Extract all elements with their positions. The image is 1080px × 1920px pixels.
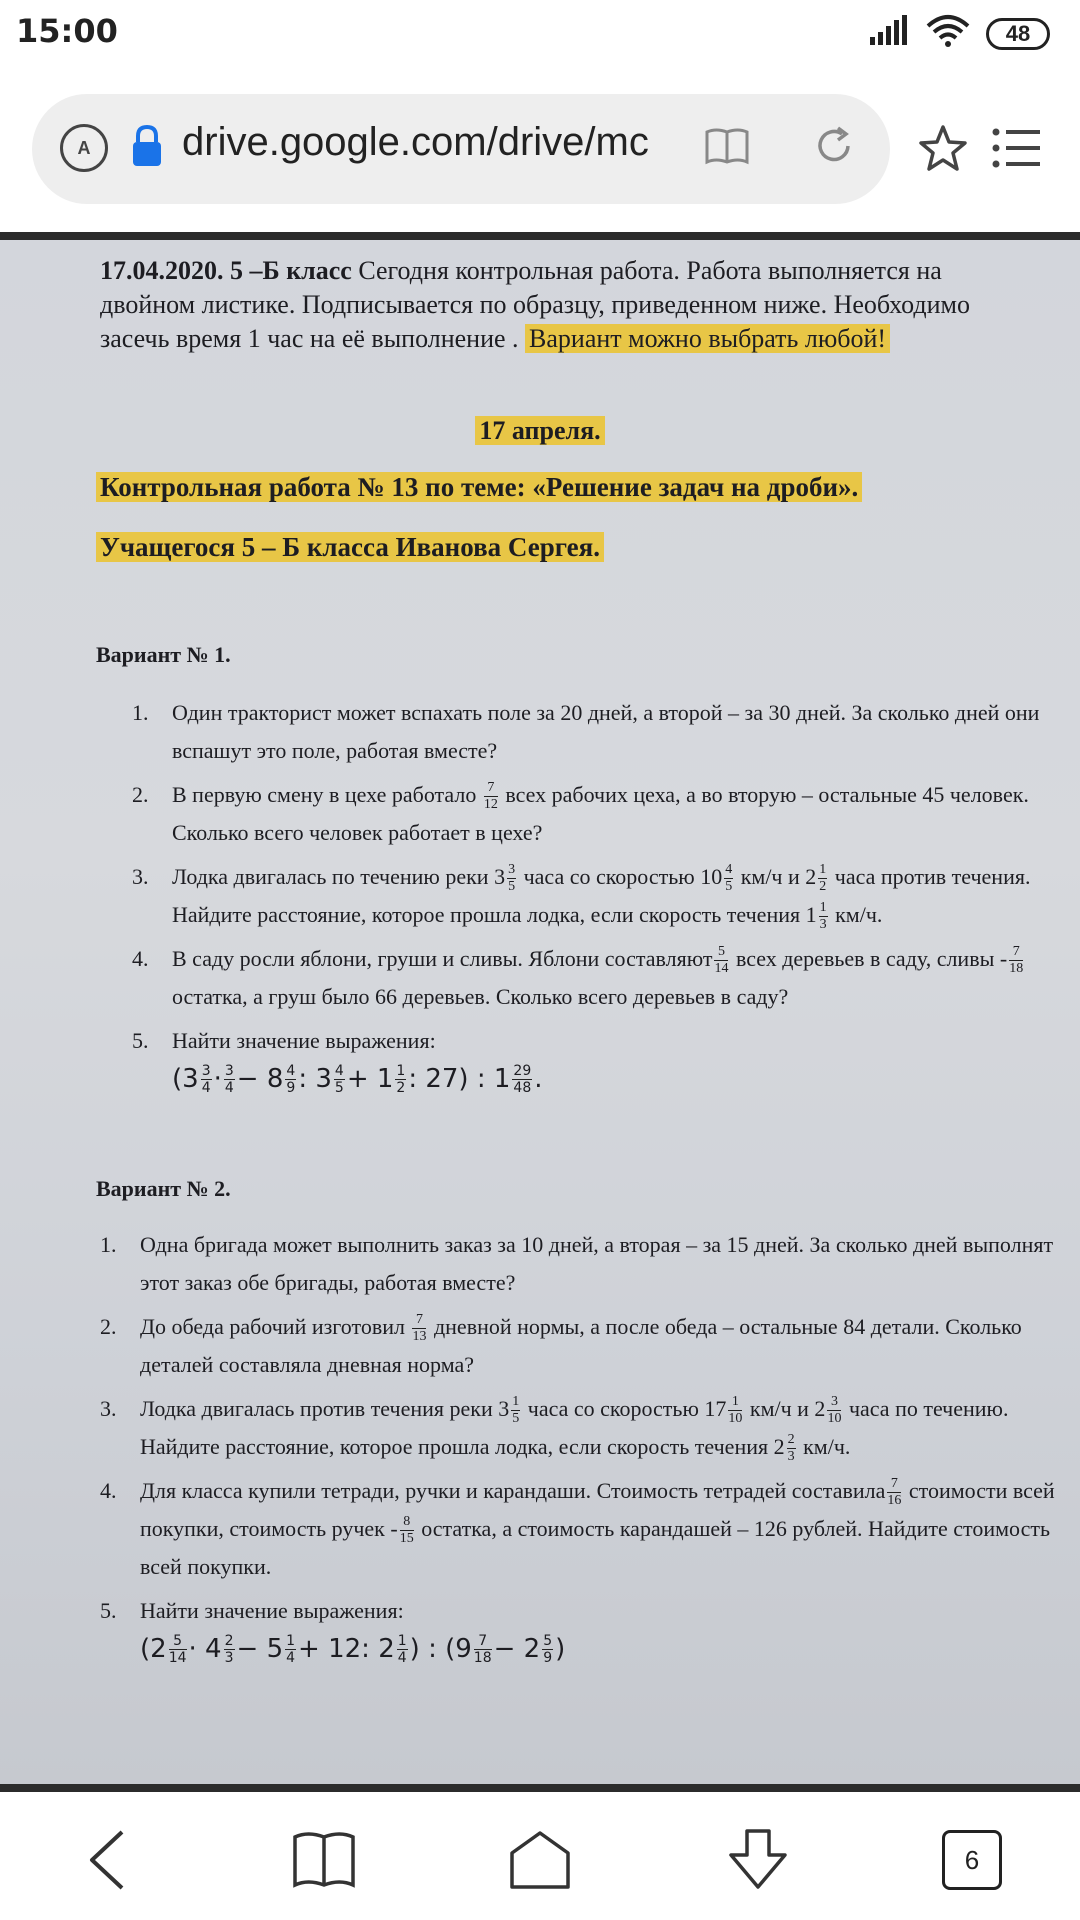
fraction: $\frac{5}{14}$ xyxy=(714,944,729,977)
expression-2: (2 $\frac{5}{14}$ · 4 $\frac{2}{3}$ − 5 $\frac{1}{4}$ + 12: 2 $\frac{1}{4}$ ) : (9 $\frac{7}{18}$ − 2 $\frac{5}{9}$ ) xyxy=(140,1632,566,1666)
list-item: 2. До обеда рабочий изготовил $\frac{7}{13}$ дневной нормы, а после обеда – остальные 84 детали. Сколько деталей составляла дневная норма? xyxy=(100,1312,1022,1377)
address-bar[interactable] xyxy=(32,94,890,204)
variant2-heading: Вариант № 2. xyxy=(96,1176,231,1201)
download-icon[interactable] xyxy=(708,1820,808,1900)
list-item: 4. Для класса купили тетради, ручки и карандаши. Стоимость тетрадей составила $\frac{7}{16}$ стоимости всей покупки, стоимость ручек - $\frac{8}{15}$ остатка, а стоимость карандашей – 126 рублей. Найдите стоимость всей покупки. xyxy=(100,1476,1055,1579)
date-heading: 17 апреля. xyxy=(0,416,1080,446)
fraction: $\frac{1}{2}$ xyxy=(819,862,827,895)
fraction: $\frac{7}{16}$ xyxy=(887,1476,902,1509)
star-icon[interactable] xyxy=(918,124,968,177)
reload-icon[interactable] xyxy=(812,124,856,173)
list-item: 3. Лодка двигалась по течению реки 3 $\frac{3}{5}$ часа со скоростью 10 $\frac{4}{5}$ км/ч и 2 $\frac{1}{2}$ часа против течения. Найдите расстояние, которое прошла лодка, если скорость течения 1 $\frac{1}{3}$ км/ч. xyxy=(132,862,1031,933)
fraction: $\frac{3}{5}$ xyxy=(508,862,516,895)
student-line: Учащегося 5 – Б класса Иванова Сергея. xyxy=(96,532,604,563)
expression-1: (3 $\frac{3}{4}$ · $\frac{3}{4}$ − 8 $\frac{4}{9}$ : 3 $\frac{4}{5}$ + 1 $\frac{1}{2}$ : 27) : 1 $\frac{29}{48}$ . xyxy=(172,1062,543,1096)
status-time: 15:00 xyxy=(16,12,118,50)
wifi-icon xyxy=(926,14,970,53)
list-item: 1. Один тракторист может вспахать поле за 20 дней, а второй – за 30 дней. За сколько дней они вспашут это поле, работая вместе? xyxy=(132,700,1040,763)
url-text[interactable]: drive.google.com/drive/mc xyxy=(182,120,649,164)
menu-icon[interactable] xyxy=(992,126,1042,175)
intro-text: Сегодня контрольная работа. Работа выполняется на двойном листике. Подписывается по образцу, приведенном ниже. Необходимо засечь время 1 час на её выполнение . xyxy=(100,256,970,353)
intro-highlight: Вариант можно выбрать любой! xyxy=(525,324,890,353)
fraction: $\frac{8}{15}$ xyxy=(399,1514,414,1547)
list-item: 4. В саду росли яблони, груши и сливы. Яблони составляют $\frac{5}{14}$ всех деревьев в саду, сливы - $\frac{7}{18}$ остатка, а груш было 66 деревьев. Сколько всего деревьев в саду? xyxy=(132,944,1024,1009)
list-item: 2. В первую смену в цехе работало $\frac{7}{12}$ всех рабочих цеха, а во вторую – остальные 45 человек. Сколько всего человек работает в цехе? xyxy=(132,780,1029,845)
list-item: 1. Одна бригада может выполнить заказ за 10 дней, а вторая – за 15 дней. За сколько дней выполнят этот заказ обе бригады, работая вместе? xyxy=(100,1232,1054,1295)
reader-mode-icon[interactable] xyxy=(704,126,750,171)
adblock-icon[interactable]: A xyxy=(60,124,108,172)
fraction: $\frac{1}{10}$ xyxy=(728,1394,743,1427)
tab-count[interactable]: 6 xyxy=(942,1830,1002,1890)
tabs-button[interactable] xyxy=(922,1820,1022,1900)
list-item: 5. Найти значение выражения: (3 $\frac{3}{4}$ · $\frac{3}{4}$ − 8 $\frac{4}{9}$ : 3 $\frac{4}{5}$ + 1 $\frac{1}{2}$ : 27) : 1 $\frac{29}{48}$ . xyxy=(132,1022,1052,1099)
intro-date: 17.04.2020. 5 –Б класс xyxy=(100,256,352,285)
fraction: $\frac{7}{18}$ xyxy=(1009,944,1024,977)
fraction: $\frac{2}{3}$ xyxy=(787,1432,795,1465)
lock-icon[interactable] xyxy=(130,124,164,173)
bookmarks-icon[interactable] xyxy=(274,1820,374,1900)
signal-icon xyxy=(868,15,910,52)
status-bar xyxy=(0,0,1080,70)
fraction: $\frac{4}{5}$ xyxy=(725,862,733,895)
intro-paragraph xyxy=(100,254,1040,356)
variant1-heading: Вариант № 1. xyxy=(96,642,231,667)
fraction: $\frac{3}{10}$ xyxy=(827,1394,842,1427)
home-icon[interactable] xyxy=(490,1820,590,1900)
bottom-nav xyxy=(0,1800,1080,1920)
work-title: Контрольная работа № 13 по теме: «Решение задач на дроби». xyxy=(96,472,862,503)
battery-icon: 48 xyxy=(986,18,1050,50)
variant1-tasks xyxy=(132,694,1052,1105)
document-viewer[interactable] xyxy=(0,232,1080,1792)
variant2-tasks xyxy=(100,1226,1060,1675)
document-page xyxy=(0,240,1080,1784)
fraction: $\frac{1}{3}$ xyxy=(819,900,827,933)
back-icon[interactable] xyxy=(56,1820,156,1900)
list-item: 3. Лодка двигалась против течения реки 3 $\frac{1}{5}$ часа со скоростью 17 $\frac{1}{10}$ км/ч и 2 $\frac{3}{10}$ часа по течению. Найдите расстояние, которое прошла лодка, если скорость течения 2 $\frac{2}{3}$ км/ч. xyxy=(100,1394,1009,1465)
fraction: $\frac{1}{5}$ xyxy=(512,1394,520,1427)
list-item: 5. Найти значение выражения: (2 $\frac{5}{14}$ · 4 $\frac{2}{3}$ − 5 $\frac{1}{4}$ + 12: 2 $\frac{1}{4}$ ) : (9 $\frac{7}{18}$ − 2 $\frac{5}{9}$ ) xyxy=(100,1592,1060,1669)
fraction: $\frac{7}{12}$ xyxy=(483,780,498,813)
status-icons xyxy=(868,14,1050,53)
fraction: $\frac{7}{13}$ xyxy=(412,1312,427,1345)
